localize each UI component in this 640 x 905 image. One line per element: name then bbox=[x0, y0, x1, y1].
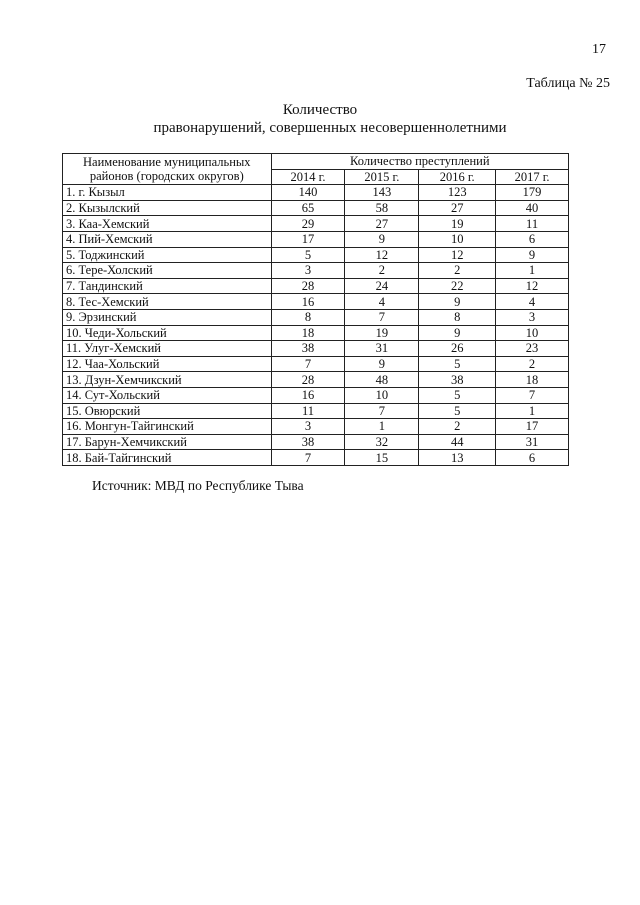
year-header-2: 2016 г. bbox=[419, 169, 496, 185]
crime-count-cell: 8 bbox=[271, 309, 345, 325]
crime-count-cell: 140 bbox=[271, 185, 345, 201]
district-name-cell: 16. Монгун-Тайгинский bbox=[63, 419, 272, 435]
crime-count-cell: 9 bbox=[496, 247, 569, 263]
crime-count-cell: 4 bbox=[496, 294, 569, 310]
district-name-cell: 12. Чаа-Хольский bbox=[63, 356, 272, 372]
crime-count-cell: 16 bbox=[271, 387, 345, 403]
crime-count-cell: 32 bbox=[345, 434, 419, 450]
crime-count-cell: 5 bbox=[419, 387, 496, 403]
district-name-cell: 17. Барун-Хемчикский bbox=[63, 434, 272, 450]
crime-count-cell: 26 bbox=[419, 341, 496, 357]
table-row bbox=[63, 325, 569, 341]
crime-count-cell: 40 bbox=[496, 200, 569, 216]
crime-count-cell: 24 bbox=[345, 278, 419, 294]
crime-count-cell: 23 bbox=[496, 341, 569, 357]
district-name-cell: 13. Дзун-Хемчикский bbox=[63, 372, 272, 388]
crime-count-cell: 2 bbox=[419, 263, 496, 279]
table-row bbox=[63, 263, 569, 279]
table-row bbox=[63, 294, 569, 310]
crime-count-cell: 7 bbox=[345, 309, 419, 325]
crime-count-cell: 10 bbox=[419, 231, 496, 247]
year-header-1: 2015 г. bbox=[345, 169, 419, 185]
table-row bbox=[63, 309, 569, 325]
crime-count-cell: 5 bbox=[271, 247, 345, 263]
district-name-cell: 15. Овюрский bbox=[63, 403, 272, 419]
crime-count-cell: 11 bbox=[496, 216, 569, 232]
page-number: 17 bbox=[592, 42, 606, 57]
document-title bbox=[0, 101, 640, 137]
district-name-cell: 18. Бай-Тайгинский bbox=[63, 450, 272, 466]
table-row bbox=[63, 450, 569, 466]
crime-count-cell: 65 bbox=[271, 200, 345, 216]
crime-count-cell: 1 bbox=[345, 419, 419, 435]
crime-count-cell: 7 bbox=[345, 403, 419, 419]
crime-count-cell: 19 bbox=[419, 216, 496, 232]
crime-count-cell: 17 bbox=[271, 231, 345, 247]
crime-count-cell: 27 bbox=[419, 200, 496, 216]
year-header-0: 2014 г. bbox=[271, 169, 345, 185]
crime-count-cell: 2 bbox=[419, 419, 496, 435]
table-row bbox=[63, 341, 569, 357]
crime-count-cell: 31 bbox=[345, 341, 419, 357]
crime-count-cell: 27 bbox=[345, 216, 419, 232]
table-row bbox=[63, 356, 569, 372]
title-line-2: правонарушений, совершенных несовершеннолетними bbox=[153, 120, 507, 136]
year-header-3: 2017 г. bbox=[496, 169, 569, 185]
title-line-1: Количество bbox=[282, 102, 358, 118]
crime-count-cell: 15 bbox=[345, 450, 419, 466]
table-row bbox=[63, 231, 569, 247]
crime-count-cell: 38 bbox=[419, 372, 496, 388]
crime-count-cell: 58 bbox=[345, 200, 419, 216]
crime-count-cell: 18 bbox=[271, 325, 345, 341]
district-name-cell: 2. Кызылский bbox=[63, 200, 272, 216]
crime-count-cell: 9 bbox=[419, 325, 496, 341]
crime-count-cell: 7 bbox=[271, 356, 345, 372]
table-row bbox=[63, 372, 569, 388]
crimes-group-header: Количество преступлений bbox=[271, 154, 568, 170]
crime-count-cell: 18 bbox=[496, 372, 569, 388]
crime-count-cell: 143 bbox=[345, 185, 419, 201]
crime-count-cell: 3 bbox=[271, 263, 345, 279]
crime-count-cell: 28 bbox=[271, 372, 345, 388]
crime-count-cell: 2 bbox=[345, 263, 419, 279]
table-row bbox=[63, 278, 569, 294]
crime-count-cell: 13 bbox=[419, 450, 496, 466]
district-name-cell: 4. Пий-Хемский bbox=[63, 231, 272, 247]
table-row bbox=[63, 387, 569, 403]
district-name-cell: 14. Сут-Хольский bbox=[63, 387, 272, 403]
district-name-cell: 9. Эрзинский bbox=[63, 309, 272, 325]
table-row bbox=[63, 216, 569, 232]
crime-count-cell: 48 bbox=[345, 372, 419, 388]
crime-count-cell: 9 bbox=[345, 356, 419, 372]
district-header-line-2: районов (городских округов) bbox=[89, 169, 244, 184]
crime-count-cell: 7 bbox=[496, 387, 569, 403]
crime-count-cell: 29 bbox=[271, 216, 345, 232]
crime-count-cell: 5 bbox=[419, 403, 496, 419]
table-row bbox=[63, 419, 569, 435]
crime-count-cell: 28 bbox=[271, 278, 345, 294]
crime-count-cell: 38 bbox=[271, 434, 345, 450]
crime-count-cell: 4 bbox=[345, 294, 419, 310]
district-name-cell: 6. Тере-Холский bbox=[63, 263, 272, 279]
district-column-header bbox=[63, 154, 272, 185]
district-name-cell: 1. г. Кызыл bbox=[63, 185, 272, 201]
crime-count-cell: 2 bbox=[496, 356, 569, 372]
crime-count-cell: 123 bbox=[419, 185, 496, 201]
district-name-cell: 7. Тандинский bbox=[63, 278, 272, 294]
crime-count-cell: 12 bbox=[496, 278, 569, 294]
crime-count-cell: 3 bbox=[271, 419, 345, 435]
district-name-cell: 8. Тес-Хемский bbox=[63, 294, 272, 310]
crime-count-cell: 19 bbox=[345, 325, 419, 341]
crime-count-cell: 7 bbox=[271, 450, 345, 466]
crime-count-cell: 6 bbox=[496, 231, 569, 247]
crime-count-cell: 5 bbox=[419, 356, 496, 372]
table-label: Таблица № 25 bbox=[526, 76, 610, 91]
district-name-cell: 3. Каа-Хемский bbox=[63, 216, 272, 232]
crime-count-cell: 31 bbox=[496, 434, 569, 450]
crime-count-cell: 10 bbox=[496, 325, 569, 341]
crime-count-cell: 44 bbox=[419, 434, 496, 450]
crime-count-cell: 1 bbox=[496, 403, 569, 419]
district-name-cell: 11. Улуг-Хемский bbox=[63, 341, 272, 357]
crime-count-cell: 17 bbox=[496, 419, 569, 435]
district-header-line-1: Наименование муниципальных bbox=[83, 155, 251, 170]
crime-count-cell: 8 bbox=[419, 309, 496, 325]
crime-count-cell: 9 bbox=[345, 231, 419, 247]
crime-count-cell: 3 bbox=[496, 309, 569, 325]
crime-count-cell: 11 bbox=[271, 403, 345, 419]
crime-count-cell: 16 bbox=[271, 294, 345, 310]
table-row bbox=[63, 185, 569, 201]
table-row bbox=[63, 247, 569, 263]
crime-count-cell: 9 bbox=[419, 294, 496, 310]
table-row bbox=[63, 200, 569, 216]
district-name-cell: 5. Тоджинский bbox=[63, 247, 272, 263]
crime-count-cell: 1 bbox=[496, 263, 569, 279]
crime-count-cell: 179 bbox=[496, 185, 569, 201]
crime-count-cell: 22 bbox=[419, 278, 496, 294]
crime-count-cell: 12 bbox=[345, 247, 419, 263]
crime-statistics-table bbox=[62, 153, 569, 466]
crime-count-cell: 10 bbox=[345, 387, 419, 403]
crime-count-cell: 6 bbox=[496, 450, 569, 466]
table-row bbox=[63, 434, 569, 450]
crime-count-cell: 38 bbox=[271, 341, 345, 357]
crime-count-cell: 12 bbox=[419, 247, 496, 263]
district-name-cell: 10. Чеди-Хольский bbox=[63, 325, 272, 341]
table-row bbox=[63, 403, 569, 419]
source-note: Источник: МВД по Республике Тыва bbox=[92, 478, 304, 493]
